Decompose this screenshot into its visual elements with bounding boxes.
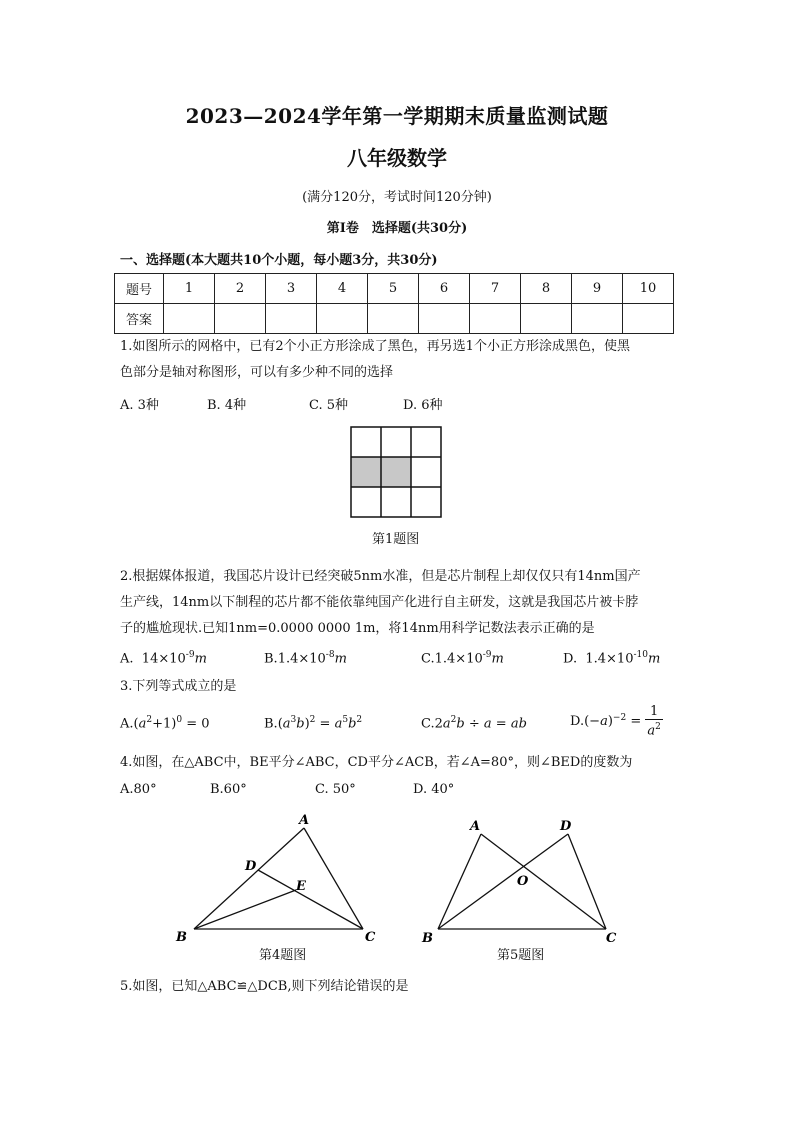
table-cell-number: 6 — [419, 274, 470, 304]
exam-title: 2023—2024学年第一学期期末质量监测试题 — [185, 104, 609, 128]
answer-cell[interactable] — [623, 304, 674, 334]
q4-option-d: D. 40° — [413, 782, 455, 797]
table-cell-number: 7 — [470, 274, 521, 304]
q4-stem: 4.如图，在△ABC中，BE平分∠ABC，CD平分∠ACB，若∠A=80°，则∠BED的度数为 — [120, 755, 633, 770]
fig4-label-e: E — [296, 879, 306, 894]
fig4-label-d: D — [245, 859, 257, 874]
q3-stem: 3.下列等式成立的是 — [120, 679, 237, 694]
grid-shaded-cell — [351, 457, 381, 487]
q4-option-b: B.60° — [210, 782, 247, 797]
table-cell-number: 3 — [266, 274, 317, 304]
q1-line1: 1.如图所示的网格中，已有2个小正方形涂成了黑色，再另选1个小正方形涂成黑色，使黑 — [120, 339, 630, 354]
q3-option-b: $B.(a^3b)^2 = a^5b^2$ — [264, 715, 363, 732]
q1-option-b: B. 4种 — [207, 398, 247, 413]
exam-note: (满分120分，考试时间120分钟) — [302, 190, 492, 205]
exam-subject: 八年级数学 — [347, 146, 447, 170]
q1-grid-figure — [350, 426, 444, 520]
table-cell-number: 2 — [215, 274, 266, 304]
table-cell-number: 5 — [368, 274, 419, 304]
q1-option-d: D. 6种 — [403, 398, 443, 413]
answer-cell[interactable] — [470, 304, 521, 334]
q2-option-d: D. $1.4\times 10^{-10}m$ — [563, 650, 661, 667]
table-header-label: 题号 — [115, 274, 164, 304]
fig4-label-b: B — [176, 930, 187, 945]
answer-cell[interactable] — [266, 304, 317, 334]
table-row-answers — [115, 304, 674, 334]
section-heading: 一、选择题(本大题共10个小题，每小题3分，共30分) — [120, 253, 438, 268]
q5-figure — [418, 808, 628, 948]
grid-shaded-cell — [381, 457, 411, 487]
table-row-numbers — [115, 274, 674, 304]
q2-option-b: $B.1.4\times 10^{-8}m$ — [264, 650, 347, 667]
q4-figure-caption: 第4题图 — [259, 948, 307, 963]
table-cell-number: 4 — [317, 274, 368, 304]
q2-line2: 生产线，14nm以下制程的芯片都不能依靠纯国产化进行自主研发，这就是我国芯片被卡脖 — [120, 595, 639, 610]
fig5-label-a: A — [470, 819, 481, 834]
q4-option-a: A.80° — [120, 782, 157, 797]
q3-option-a: $A.(a^2+1)^0 = 0$ — [120, 715, 210, 732]
answer-cell[interactable] — [215, 304, 266, 334]
table-cell-number: 8 — [521, 274, 572, 304]
q5-stem: 5.如图，已知△ABC≌△DCB,则下列结论错误的是 — [120, 979, 409, 994]
q2-option-a: A. $14\times 10^{-9}m$ — [120, 650, 207, 667]
answer-cell[interactable] — [368, 304, 419, 334]
fig4-label-c: C — [365, 930, 376, 945]
table-cell-number: 9 — [572, 274, 623, 304]
volume-heading: 第Ⅰ卷 选择题(共30分) — [326, 221, 468, 236]
q1-option-c: C. 5种 — [309, 398, 349, 413]
fig5-label-o: O — [517, 874, 529, 889]
fig5-label-b: B — [422, 931, 433, 946]
answer-cell[interactable] — [572, 304, 623, 334]
fig5-label-c: C — [606, 931, 617, 946]
q2-option-c: $C.1.4\times 10^{-9}m$ — [421, 650, 504, 667]
q5-figure-caption: 第5题图 — [497, 948, 545, 963]
answer-cell[interactable] — [317, 304, 368, 334]
q2-line1: 2.根据媒体报道，我国芯片设计已经突破5nm水准，但是芯片制程上却仅仅只有14nm国产 — [120, 569, 641, 584]
table-cell-number: 10 — [623, 274, 674, 304]
q3-option-d: $D.(-a)^{-2}$ = $\frac{1}{a^2}$ — [570, 704, 661, 739]
fig5-label-d: D — [560, 819, 572, 834]
q4-triangle-figure — [168, 808, 388, 948]
answer-cell[interactable] — [521, 304, 572, 334]
table-answer-label: 答案 — [115, 304, 164, 334]
q2-line3: 子的尴尬现状.已知1nm=0.0000 0000 1m，将14nm用科学记数法表示正确的是 — [120, 621, 595, 636]
table-cell-number: 1 — [164, 274, 215, 304]
q1-figure-caption: 第1题图 — [372, 532, 420, 547]
q1-line2: 色部分是轴对称图形，可以有多少种不同的选择 — [120, 365, 394, 380]
fig4-label-a: A — [299, 813, 310, 828]
q3-option-c: $C.2a^2b \div a$ = ab — [421, 715, 527, 732]
q4-option-c: C. 50° — [315, 782, 356, 797]
answer-cell[interactable] — [419, 304, 470, 334]
answer-table — [114, 273, 674, 334]
q1-option-a: A. 3种 — [120, 398, 159, 413]
answer-cell[interactable] — [164, 304, 215, 334]
